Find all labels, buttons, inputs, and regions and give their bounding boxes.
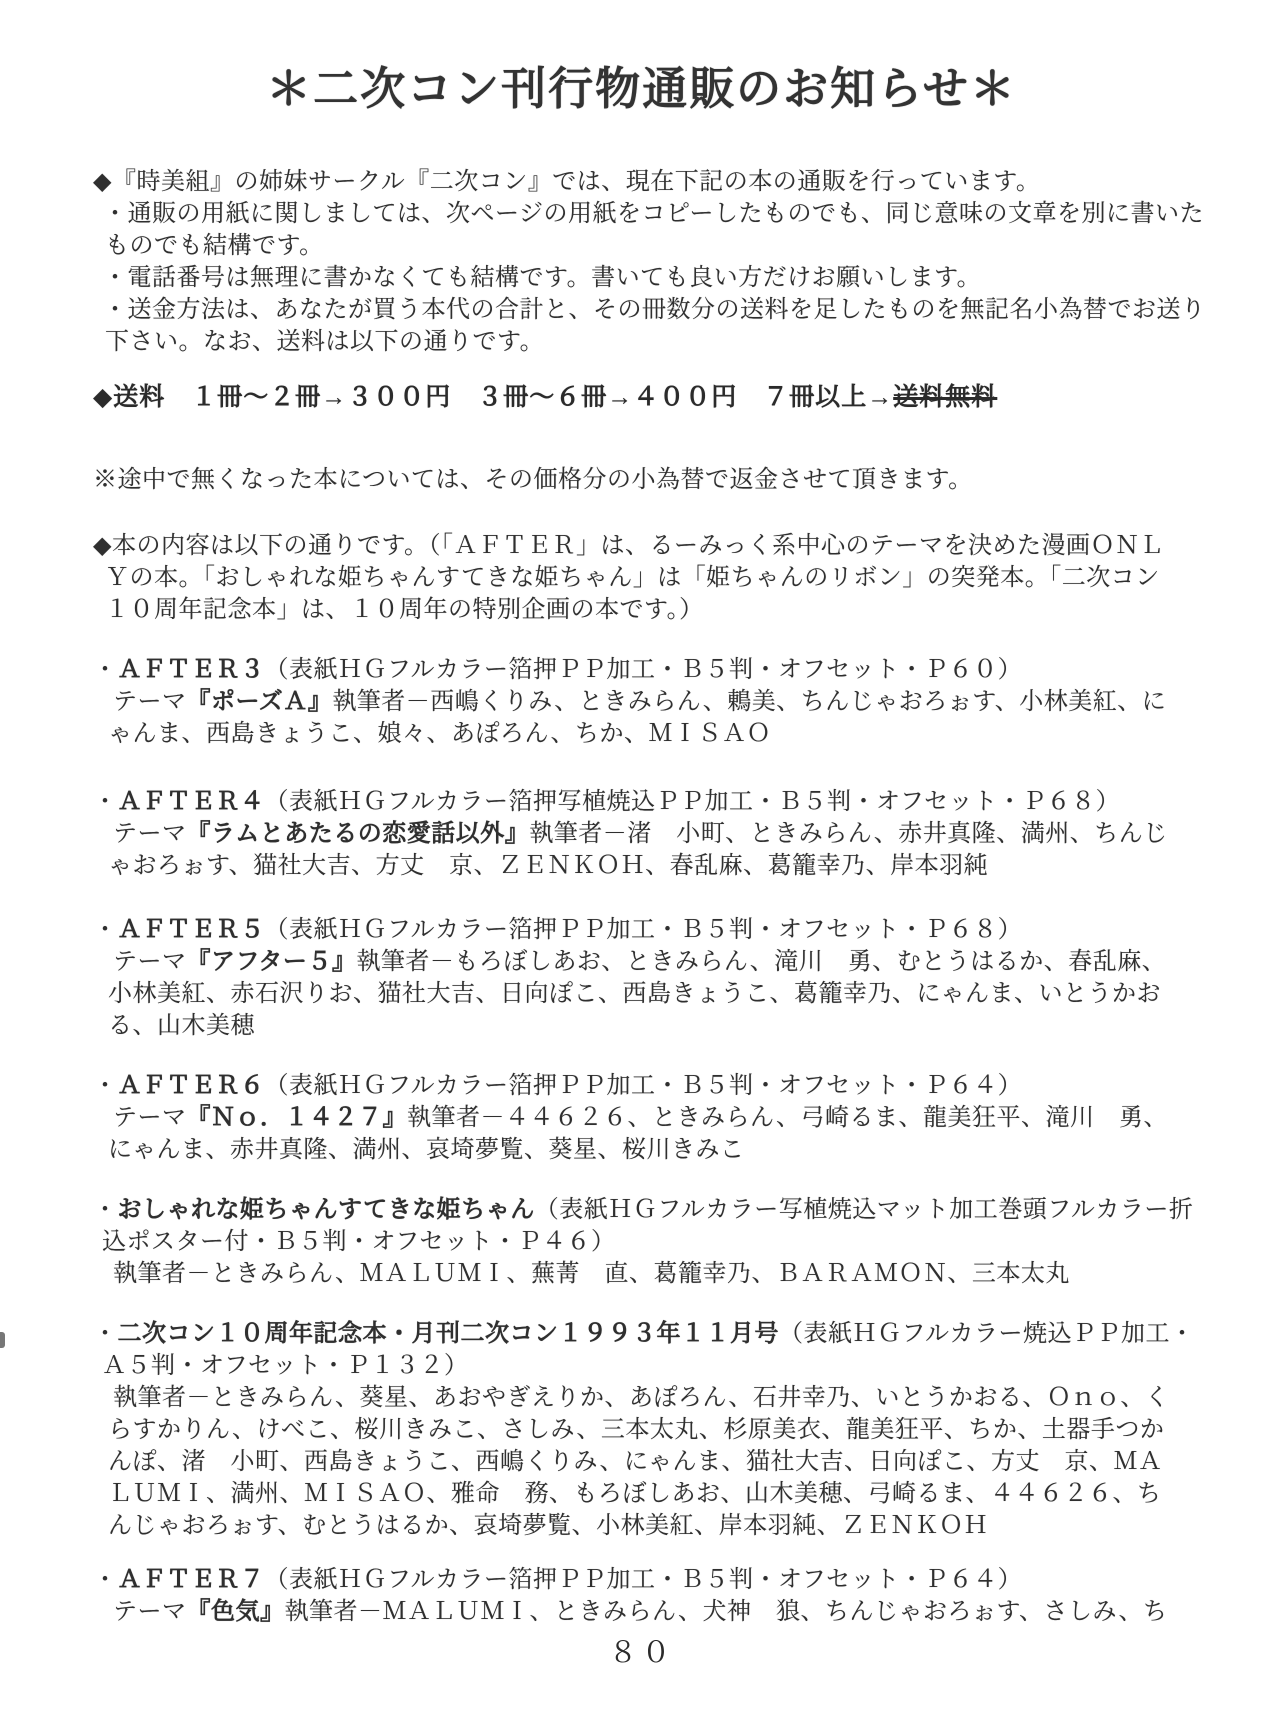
book-spec-cont-line: 込ポスター付・Ｂ５判・オフセット・Ｐ４６）: [102, 1229, 616, 1255]
book-authors-line: ゃんま、西島きょうこ、娘々、あぽろん、ちか、ＭＩＳＡＯ: [108, 721, 771, 747]
authors-text: 執筆者－もろぼしあお、ときみらん、滝川 勇、むとうはるか、春乱麻、: [356, 949, 1167, 975]
book-header: [93, 1318, 1195, 1350]
intro-section: [93, 166, 1206, 358]
intro-line-4: ・電話番号は無理に書かなくても結構です。書いても良い方だけお願いします。: [103, 265, 982, 291]
page-number: ８０: [608, 1637, 675, 1669]
contents-intro-line-3: １０周年記念本」は、１０周年の特別企画の本です。）: [105, 597, 704, 623]
book-entry-after3: [93, 654, 1190, 750]
shipping-info-line: [93, 382, 1190, 414]
book-spec: （表紙ＨＧフルカラー箔押ＰＰ加工・Ｂ５判・オフセット・Ｐ６８）: [264, 917, 1023, 943]
theme-title: 『Ｎｏ．１４２７』: [186, 1105, 407, 1131]
theme-label: テーマ: [113, 1599, 187, 1625]
bullet: ・: [93, 1321, 118, 1347]
book-theme-line: [113, 1102, 1190, 1134]
book-header: [93, 1564, 1190, 1596]
theme-title: 『ポーズＡ』: [186, 689, 333, 715]
book-authors-line: ＬＵＭＩ、満州、ＭＩＳＡＯ、雅命 務、もろぼしあお、山木美穂、弓崎るま、４４６２６、ち: [108, 1481, 1162, 1507]
book-theme-line: [113, 946, 1190, 978]
book-theme-line: [113, 686, 1190, 718]
authors-text: 執筆者－渚 小町、ときみらん、赤井真隆、満州、ちんじ: [529, 821, 1168, 847]
page-title: ＊二次コン刊行物通販のお知らせ＊: [266, 64, 1017, 114]
authors-text: 執筆者－西嶋くりみ、ときみらん、鶇美、ちんじゃおろぉす、小林美紅、に: [332, 689, 1167, 715]
book-entry-after7: [93, 1564, 1190, 1628]
book-entry-10th-anniversary: [93, 1318, 1195, 1542]
intro-line-5: ・送金方法は、あなたが買う本代の合計と、その冊数分の送料を足したものを無記名小為替でお送り: [103, 297, 1206, 323]
theme-label: テーマ: [113, 949, 187, 975]
book-entry-after5: [93, 914, 1190, 1042]
book-authors-line: 執筆者－ときみらん、葵星、あおやぎえりか、あぽろん、石井幸乃、いとうかおる、Ｏｎｏ、く: [113, 1385, 1170, 1411]
book-entry-hime: [93, 1194, 1194, 1290]
bullet: ・: [93, 1073, 118, 1099]
book-authors-line: んぽ、渚 小町、西島きょうこ、西嶋くりみ、にゃんま、猫社大吉、日向ぽこ、方丈 京、ＭＡ: [108, 1449, 1163, 1475]
theme-title: 『アフター５』: [186, 949, 357, 975]
book-entry-after6: [93, 1070, 1190, 1166]
book-authors-line: る、山木美穂: [108, 1013, 255, 1039]
bullet: ・: [93, 789, 118, 815]
theme-title: 『ラムとあたるの恋愛話以外』: [186, 821, 530, 847]
intro-line-1: ◆『時美組』の姉妹サークル『二次コン』では、現在下記の本の通販を行っています。: [93, 169, 1041, 195]
contents-intro-line-2: Ｙの本。「おしゃれな姫ちゃんすてきな姫ちゃん」は「姫ちゃんのリボン」の突発本。「二次コン: [105, 565, 1160, 591]
intro-line-2: ・通販の用紙に関しましては、次ページの用紙をコピーしたものでも、同じ意味の文章を別に書いた: [103, 201, 1205, 227]
book-title: ＡＦＴＥＲ５: [117, 917, 265, 943]
book-entry-after4: [93, 786, 1190, 882]
book-theme-line: [113, 818, 1190, 850]
book-spec-cont-line: Ａ５判・オフセット・Ｐ１３２）: [102, 1353, 469, 1379]
book-header: [93, 1070, 1190, 1102]
bullet: ・: [93, 1567, 118, 1593]
book-header: [93, 914, 1190, 946]
book-spec: （表紙ＨＧフルカラー箔押写植焼込ＰＰ加工・Ｂ５判・オフセット・Ｐ６８）: [264, 789, 1121, 815]
theme-title: 『色気』: [186, 1599, 285, 1625]
contents-intro-line-1: ◆本の内容は以下の通りです。（「ＡＦＴＥＲ」は、るーみっく系中心のテーマを決めた漫画ＯＮＬ: [93, 533, 1165, 559]
book-title: ＡＦＴＥＲ３: [117, 657, 265, 683]
book-spec: （表紙ＨＧフルカラー焼込ＰＰ加工・: [779, 1321, 1195, 1347]
intro-line-6: 下さい。なお、送料は以下の通りです。: [105, 329, 545, 355]
authors-text: 執筆者－ＭＡＬＵＭＩ、ときみらん、犬神 狼、ちんじゃおろぉす、さしみ、ち: [284, 1599, 1168, 1625]
book-title: ＡＦＴＥＲ７: [117, 1567, 265, 1593]
intro-line-3: ものでも結構です。: [105, 233, 324, 259]
book-authors-line: にゃんま、赤井真隆、満州、哀埼夢覧、葵星、桜川きみこ: [108, 1137, 745, 1163]
bullet: ・: [93, 1197, 118, 1223]
book-spec: （表紙ＨＧフルカラー箔押ＰＰ加工・Ｂ５判・オフセット・Ｐ６４）: [264, 1073, 1023, 1099]
book-title: ＡＦＴＥＲ４: [117, 789, 265, 815]
theme-label: テーマ: [113, 1105, 187, 1131]
authors-text: 執筆者－４４６２６、ときみらん、弓崎るま、龍美狂平、滝川 勇、: [407, 1105, 1168, 1131]
book-authors-line: 執筆者－ときみらん、ＭＡＬＵＭＩ、蕪菁 直、葛籠幸乃、ＢＡＲＡＭＯＮ、三本太丸: [113, 1261, 1070, 1287]
shipping-free-struck-text: 送料無料: [893, 384, 998, 411]
theme-label: テーマ: [113, 689, 187, 715]
book-spec: （表紙ＨＧフルカラー箔押ＰＰ加工・Ｂ５判・オフセット・Ｐ６４）: [264, 1567, 1023, 1593]
book-title: 二次コン１０周年記念本・月刊二次コン１９９３年１１月号: [117, 1321, 779, 1347]
shipping-label: ◆送料 １冊～２冊→３００円 ３冊～６冊→４００円 ７冊以上→: [93, 384, 894, 411]
refund-note: ※途中で無くなった本については、その価格分の小為替で返金させて頂きます。: [93, 467, 973, 493]
book-theme-line: [113, 1596, 1190, 1628]
book-spec: （表紙ＨＧフルカラー箔押ＰＰ加工・Ｂ５判・オフセット・Ｐ６０）: [264, 657, 1023, 683]
book-authors-line: んじゃおろぉす、むとうはるか、哀埼夢覧、小林美紅、岸本羽純、ＺＥＮＫＯＨ: [108, 1513, 989, 1539]
scan-artifact: [0, 1332, 5, 1348]
book-authors-line: らすかりん、けべこ、桜川きみこ、さしみ、三本太丸、杉原美衣、龍美狂平、ちか、土器手つか: [108, 1417, 1165, 1443]
theme-label: テーマ: [113, 821, 187, 847]
book-authors-line: 小林美紅、赤石沢りお、猫社大吉、日向ぽこ、西島きょうこ、葛籠幸乃、にゃんま、いとうかお: [108, 981, 1162, 1007]
book-header: [93, 1194, 1194, 1226]
book-spec: （表紙ＨＧフルカラー写植焼込マット加工巻頭フルカラー折: [534, 1197, 1194, 1223]
contents-intro-section: [93, 530, 1190, 626]
bullet: ・: [93, 917, 118, 943]
book-title: ＡＦＴＥＲ６: [117, 1073, 265, 1099]
book-title: おしゃれな姫ちゃんすてきな姫ちゃん: [117, 1197, 535, 1223]
bullet: ・: [93, 657, 118, 683]
book-header: [93, 654, 1190, 686]
book-header: [93, 786, 1190, 818]
book-authors-line: ゃおろぉす、猫社大吉、方丈 京、ＺＥＮＫＯＨ、春乱麻、葛籠幸乃、岸本羽純: [108, 853, 989, 879]
